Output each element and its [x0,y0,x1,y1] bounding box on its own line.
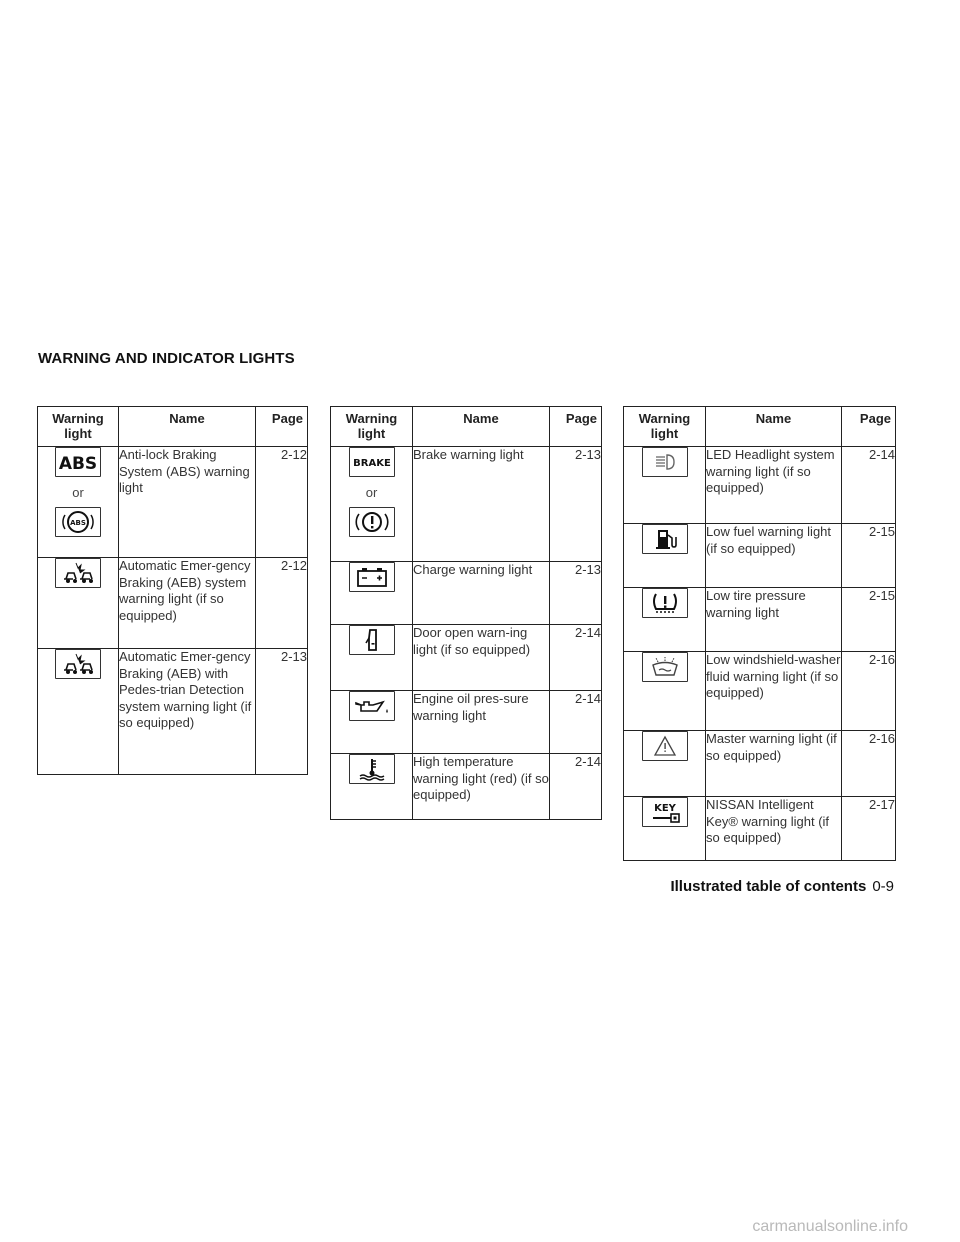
warning-light-cell [331,691,413,754]
header-name: Name [706,407,842,447]
warning-light-page: 2-12 [256,558,308,649]
warning-light-name: Door open warn-ing light (if so equipped) [413,625,550,691]
warning-light-name: Low tire pressure warning light [706,588,842,652]
warning-light-name: Engine oil pres-sure warning light [413,691,550,754]
warning-lights-table-3 [623,406,896,861]
abs-text-icon [55,447,101,477]
door-open-icon [349,625,395,655]
table-row [624,588,896,652]
warning-lights-table-1 [37,406,308,775]
warning-light-cell [331,447,413,562]
or-label: or [72,485,84,500]
section-title: WARNING AND INDICATOR LIGHTS [38,350,295,367]
warning-light-cell [624,731,706,797]
aeb-pedestrian-icon [55,649,101,679]
warning-light-cell [624,797,706,861]
warning-light-cell [38,649,119,775]
warning-light-name: NISSAN Intelligent Key® warning light (if so equipped) [706,797,842,861]
footer-title: Illustrated table of contents [670,878,867,895]
warning-light-name: Low windshield-washer fluid warning light (if so equipped) [706,652,842,731]
warning-light-name: Charge warning light [413,562,550,625]
aeb-icon [55,558,101,588]
footer-page-number: 0-9 [872,878,894,895]
warning-light-page: 2-13 [550,562,602,625]
warning-light-name: Master warning light (if so equipped) [706,731,842,797]
svg-text:ABS: ABS [58,454,98,474]
warning-light-name: LED Headlight system warning light (if so equipped) [706,447,842,524]
table-row [624,524,896,588]
table-row [38,447,308,558]
warning-light-cell [331,625,413,691]
warning-lights-table-2 [330,406,602,820]
header-warning-light: Warning light [38,407,119,447]
table-row [624,731,896,797]
warning-light-name: Low fuel warning light (if so equipped) [706,524,842,588]
warning-light-page: 2-14 [550,625,602,691]
warning-light-cell [624,447,706,524]
warning-light-name: Anti-lock Braking System (ABS) warning light [119,447,256,558]
table-row [38,558,308,649]
header-name: Name [119,407,256,447]
header-warning-light: Warning light [331,407,413,447]
coolant-temperature-icon [349,754,395,784]
warning-light-page: 2-17 [842,797,896,861]
washer-fluid-icon [642,652,688,682]
warning-light-cell [331,754,413,820]
warning-light-cell [624,524,706,588]
svg-text:BRAKE: BRAKE [352,458,391,469]
warning-light-name: Brake warning light [413,447,550,562]
warning-light-page: 2-15 [842,524,896,588]
table-row [38,649,308,775]
table-row [331,691,602,754]
warning-light-page: 2-16 [842,731,896,797]
warning-light-name: Automatic Emer-gency Braking (AEB) system warning light (if so equipped) [119,558,256,649]
warning-light-cell [38,447,119,558]
warning-light-page: 2-14 [842,447,896,524]
abs-circle-icon [55,507,101,537]
intelligent-key-icon [642,797,688,827]
table-row [331,562,602,625]
table-row [331,754,602,820]
brake-text-icon [349,447,395,477]
warning-light-name: High temperature warning light (red) (if so equipped) [413,754,550,820]
table-row [624,652,896,731]
header-page: Page [842,407,896,447]
led-headlight-icon [642,447,688,477]
warning-light-page: 2-15 [842,588,896,652]
header-page: Page [256,407,308,447]
svg-text:KEY: KEY [653,803,676,814]
oil-can-icon [349,691,395,721]
table-row [624,447,896,524]
or-label: or [365,485,378,500]
table-row [331,447,602,562]
warning-light-page: 2-13 [256,649,308,775]
watermark[interactable]: carmanualsonline.info [752,1218,908,1235]
svg-text:ABS: ABS [70,519,86,527]
warning-light-page: 2-16 [842,652,896,731]
header-name: Name [413,407,550,447]
warning-light-name: Automatic Emer-gency Braking (AEB) with Pedes-trian Detection system warning light (if so equipped) [119,649,256,775]
master-warning-icon [642,731,688,761]
warning-light-cell [624,652,706,731]
table-row [331,625,602,691]
fuel-pump-icon [642,524,688,554]
warning-light-cell [38,558,119,649]
page-footer [670,878,894,895]
battery-icon [349,562,395,592]
header-page: Page [550,407,602,447]
warning-light-page: 2-14 [550,754,602,820]
tire-pressure-icon [642,588,688,618]
table-row [624,797,896,861]
warning-light-page: 2-14 [550,691,602,754]
brake-circle-icon [349,507,395,537]
warning-light-page: 2-12 [256,447,308,558]
warning-light-page: 2-13 [550,447,602,562]
warning-light-cell [331,562,413,625]
header-warning-light: Warning light [624,407,706,447]
warning-light-cell [624,588,706,652]
